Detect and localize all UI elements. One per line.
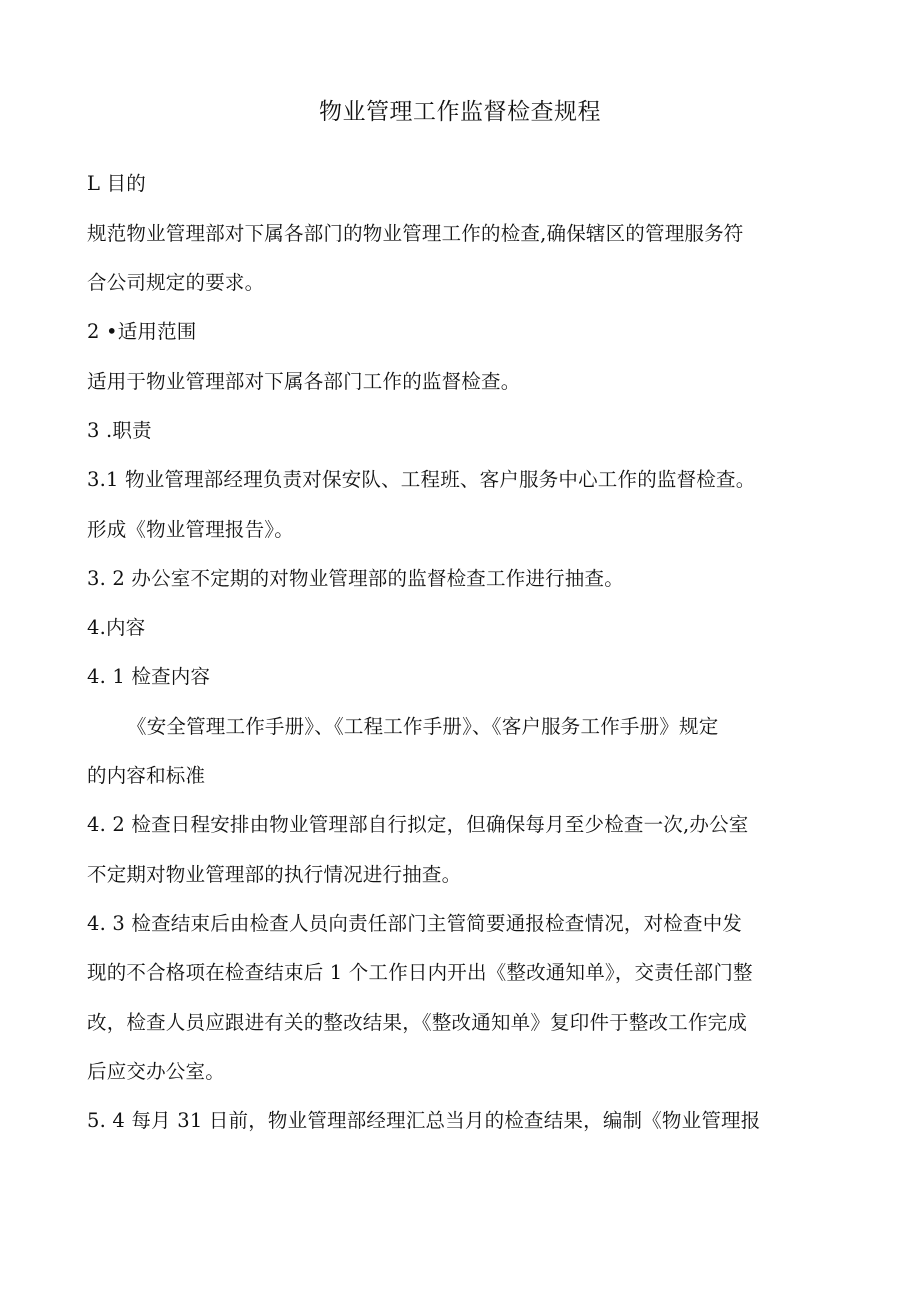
paragraph-line: 适用于物业管理部对下属各部门工作的监督检查。: [87, 370, 521, 393]
section-heading-responsibilities: 3 .职责: [87, 419, 152, 442]
section-heading-purpose: L 目的: [87, 172, 146, 195]
paragraph-line: 5. 4 每月 31 日前，物业管理部经理汇总当月的检查结果，编制《物业管理报: [87, 1109, 761, 1132]
paragraph-line: 改，检查人员应跟进有关的整改结果，《整改通知单》复印件于整改工作完成: [87, 1011, 748, 1034]
paragraph-line: 形成《物业管理报告》。: [87, 518, 294, 541]
paragraph-line: 4. 2 检查日程安排由物业管理部自行拟定，但确保每月至少检查一次,办公室: [87, 813, 749, 836]
paragraph-line: 不定期对物业管理部的执行情况进行抽查。: [87, 863, 462, 886]
subsection-heading: 4. 1 检查内容: [87, 665, 211, 688]
paragraph-line: 后应交办公室。: [87, 1060, 225, 1083]
paragraph-line: 现的不合格项在检查结束后 1 个工作日内开出《整改通知单》，交责任部门整: [87, 961, 753, 984]
paragraph-line: 4. 3 检查结束后由检查人员向责任部门主管简要通报检查情况，对检查中发: [87, 912, 743, 935]
paragraph-line: 规范物业管理部对下属各部门的物业管理工作的检查,确保辖区的管理服务符: [87, 222, 744, 245]
section-heading-content: 4.内容: [87, 616, 146, 639]
paragraph-line: 《安全管理工作手册》、《工程工作手册》、《客户服务工作手册》规定: [127, 715, 719, 738]
paragraph-line: 的内容和标准: [87, 764, 206, 787]
paragraph-line: 3. 2 办公室不定期的对物业管理部的监督检查工作进行抽查。: [87, 567, 624, 590]
section-heading-scope: 2 •适用范围: [87, 320, 197, 343]
paragraph-line: 合公司规定的要求。: [87, 271, 265, 294]
page-title: 物业管理工作监督检查规程: [319, 99, 601, 125]
paragraph-line: 3.1 物业管理部经理负责对保安队、工程班、客户服务中心工作的监督检查。: [87, 468, 756, 491]
